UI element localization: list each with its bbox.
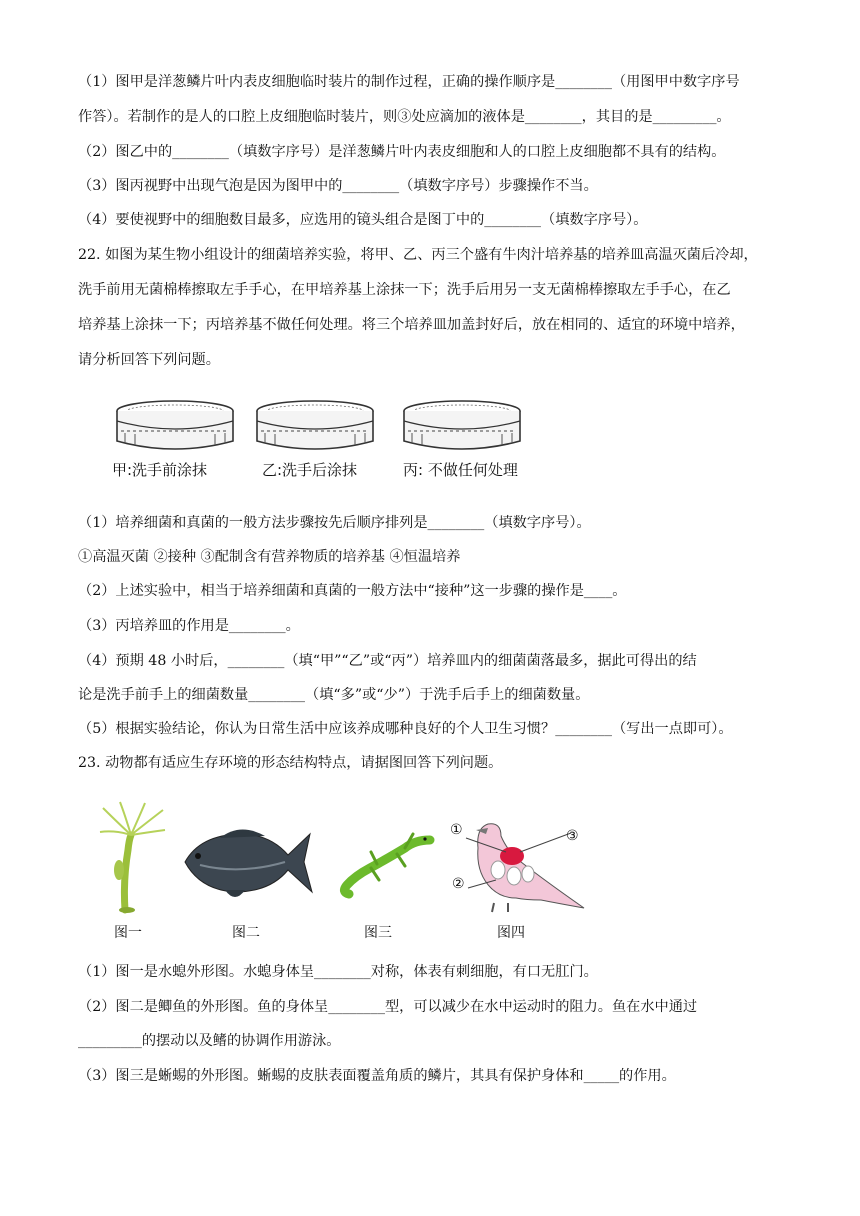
pigeon-label-2: ② xyxy=(452,876,465,892)
q22-3: （3）丙培养皿的作用是________。 xyxy=(78,618,300,634)
q22-5: （5）根据实验结论，你认为日常生活中应该养成哪种良好的个人卫生习惯？________（写出一点即可）。 xyxy=(78,721,733,737)
dish-caption-bing: 丙: 不做任何处理 xyxy=(403,461,518,479)
q22-stem-line2: 洗手前用无菌棉棒擦取左手手心，在甲培养基上涂抹一下；洗手后用另一支无菌棉棒擦取左手手心，在乙 xyxy=(78,282,731,298)
q22-4-line2: 论是洗手前手上的细菌数量________（填“多”或“少”）于洗手后手上的细菌数量。 xyxy=(78,687,590,703)
q22-options: ①高温灭菌 ②接种 ③配制含有营养物质的培养基 ④恒温培养 xyxy=(78,549,461,565)
hydra-image xyxy=(95,800,170,915)
pigeon-image xyxy=(446,808,591,918)
figure-2-caption: 图二 xyxy=(232,925,260,941)
petri-dish-figure xyxy=(105,395,545,455)
figure-3-caption: 图三 xyxy=(364,925,392,941)
q22-stem-line3: 培养基上涂抹一下；丙培养基不做任何处理。将三个培养皿加盖封好后，放在相同的、适宜的环境中培养， xyxy=(78,317,745,333)
q21-2: （2）图乙中的________（填数字序号）是洋葱鳞片叶内表皮细胞和人的口腔上皮细胞都不具有的结构。 xyxy=(78,144,726,160)
q22-stem-line1: 22. 如图为某生物小组设计的细菌培养实验，将甲、乙、丙三个盛有牛肉汁培养基的培养皿高温灭菌后冷却， xyxy=(78,247,758,263)
q21-1-line2: 作答）。若制作的是人的口腔上皮细胞临时装片，则③处应滴加的液体是________，其目的是_________。 xyxy=(78,109,731,125)
dish-yi xyxy=(257,401,373,449)
lizard-image xyxy=(335,830,435,900)
dish-caption-jia: 甲:洗手前涂抹 xyxy=(112,461,208,479)
figure-1-caption: 图一 xyxy=(114,925,142,941)
q22-4-line1: （4）预期 48 小时后，________（填“甲”“乙”或“丙”）培养皿内的细菌菌落最多，据此可得出的结 xyxy=(78,653,697,669)
pigeon-label-1: ① xyxy=(450,822,463,838)
q22-1: （1）培养细菌和真菌的一般方法步骤按先后顺序排列是________（填数字序号）。 xyxy=(78,515,591,531)
dish-jia xyxy=(117,401,233,449)
q22-2: （2）上述实验中，相当于培养细菌和真菌的一般方法中“接种”这一步骤的操作是____。 xyxy=(78,583,627,599)
pigeon-label-3: ③ xyxy=(566,828,579,844)
carp-image xyxy=(180,820,315,905)
q21-3: （3）图丙视野中出现气泡是因为图甲中的________（填数字序号）步骤操作不当。 xyxy=(78,178,598,194)
figure-4-caption: 图四 xyxy=(497,925,525,941)
q22-stem-line4: 请分析回答下列问题。 xyxy=(78,352,220,368)
q23-stem: 23. 动物都有适应生存环境的形态结构特点，请据图回答下列问题。 xyxy=(78,755,503,771)
q23-2-line2: _________的摆动以及鳍的协调作用游泳。 xyxy=(78,1033,341,1049)
q21-1-line1: （1）图甲是洋葱鳞片叶内表皮细胞临时装片的制作过程，正确的操作顺序是________（用图甲中数字序号 xyxy=(78,74,740,90)
q21-4: （4）要使视野中的细胞数目最多，应选用的镜头组合是图丁中的________（填数字序号）。 xyxy=(78,212,648,228)
q23-3: （3）图三是蜥蜴的外形图。蜥蜴的皮肤表面覆盖角质的鳞片，其具有保护身体和_____的作用。 xyxy=(78,1068,676,1084)
dish-caption-yi: 乙:洗手后涂抹 xyxy=(262,461,358,479)
q23-1: （1）图一是水螅外形图。水螅身体呈________对称，体表有刺细胞，有口无肛门。 xyxy=(78,964,598,980)
dish-bing xyxy=(404,401,520,449)
q23-2-line1: （2）图二是鲫鱼的外形图。鱼的身体呈________型，可以减少在水中运动时的阻力。鱼在水中通过 xyxy=(78,999,698,1015)
